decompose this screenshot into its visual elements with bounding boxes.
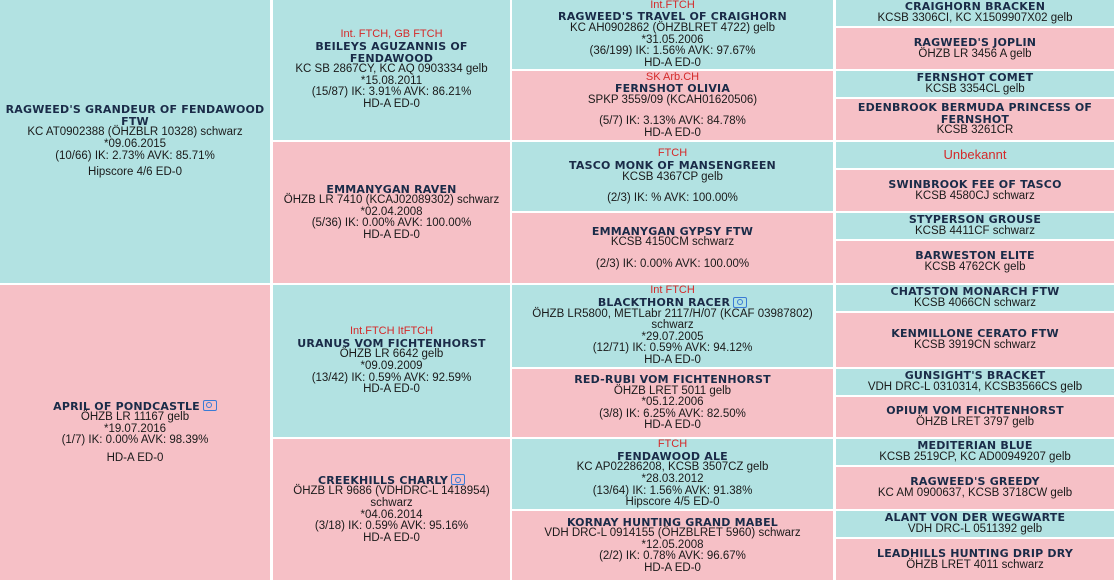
registration: KCSB 3306CI, KC X1509907X02 gelb — [877, 12, 1073, 24]
dog-gen4-10[interactable] — [836, 313, 1114, 367]
registration: KC AM 0900637, KCSB 3718CW gelb — [877, 487, 1073, 499]
health: HD-A ED-0 — [363, 383, 420, 396]
stats: (10/66) IK: 2.73% AVK: 85.71% — [55, 149, 215, 162]
health: HD-A ED-0 — [644, 126, 701, 139]
registration: KCSB 4150CM schwarz — [610, 236, 735, 249]
health: HD-A ED-0 — [644, 419, 701, 432]
dog-gen4-5 — [836, 142, 1114, 168]
stats: (1/7) IK: 0.00% AVK: 98.39% — [61, 434, 209, 447]
registration: KCSB 3261CR — [936, 124, 1014, 137]
stats: (5/7) IK: 3.13% AVK: 84.78% — [599, 115, 746, 128]
birth-date: *15.08.2011 — [360, 74, 423, 87]
dog-sss[interactable] — [512, 0, 833, 69]
stats: (2/3) IK: 0.00% AVK: 100.00% — [595, 257, 750, 270]
registration: KC SB 2867CY, KC AQ 0903334 gelb — [295, 63, 488, 76]
dog-ssd[interactable] — [512, 71, 833, 140]
registration: KC AT0902388 (ÖHZBLR 10328) schwarz — [27, 126, 243, 139]
registration: KCSB 3354CL gelb — [925, 83, 1025, 95]
birth-date: *02.04.2008 — [360, 205, 423, 218]
dog-gen4-12[interactable] — [836, 397, 1114, 437]
dog-title: Int.FTCH — [650, 0, 695, 11]
dog-gen4-16[interactable] — [836, 539, 1114, 580]
dog-sdd[interactable] — [512, 213, 833, 283]
registration: ÖHZB LRET 5011 gelb — [613, 384, 732, 397]
dog-gen4-14[interactable] — [836, 467, 1114, 509]
dog-name[interactable]: EMMANYGAN GYPSY FTW — [591, 224, 754, 238]
dog-name[interactable]: RED-RUBI VOM FICHTENHORST — [574, 373, 771, 387]
stats: (2/2) IK: 0.78% AVK: 96.67% — [599, 550, 746, 563]
dog-name[interactable]: LEADHILLS HUNTING DRIP DRY — [877, 546, 1073, 560]
dog-name[interactable]: BEILEYS AGUZANNIS OF FENDAWOOD — [315, 40, 468, 65]
birth-date: *12.05.2008 — [641, 538, 704, 551]
stats: (13/42) IK: 0.59% AVK: 92.59% — [311, 371, 472, 384]
birth-date: *05.12.2006 — [641, 396, 704, 409]
registration: ÖHZB LR 11167 gelb — [80, 411, 190, 424]
health: HD-A ED-0 — [363, 228, 420, 241]
registration: KCSB 4066CN schwarz — [913, 297, 1037, 309]
dog-name[interactable]: RAGWEED'S JOPLIN — [913, 35, 1037, 49]
stats: (5/36) IK: 0.00% AVK: 100.00% — [311, 217, 472, 230]
dog-dss[interactable] — [512, 285, 833, 367]
registration: VDH DRC-L 0310314, KCSB3566CS gelb — [867, 381, 1083, 393]
dog-dd[interactable] — [273, 439, 510, 580]
registration: ÖHZB LR 6642 gelb — [339, 348, 444, 361]
dog-name[interactable]: RAGWEED'S GREEDY — [910, 475, 1040, 489]
health: HD-A ED-0 — [363, 531, 420, 544]
dog-ds[interactable] — [273, 285, 510, 437]
dog-gen4-4[interactable] — [836, 99, 1114, 140]
registration: KCSB 2519CP, KC AD00949207 gelb — [879, 451, 1071, 463]
dog-gen4-11[interactable] — [836, 369, 1114, 395]
birth-date: *04.06.2014 — [360, 508, 423, 521]
registration: ÖHZB LRET 4011 schwarz — [906, 558, 1044, 571]
dog-name[interactable]: KORNAY HUNTING GRAND MABEL — [566, 515, 779, 529]
dog-name[interactable]: KENMILLONE CERATO FTW — [891, 327, 1059, 341]
stats: (3/18) IK: 0.59% AVK: 95.16% — [314, 520, 469, 533]
camera-icon[interactable] — [451, 474, 465, 485]
birth-date: *29.07.2005 — [641, 330, 704, 343]
dog-gen4-1[interactable] — [836, 0, 1114, 26]
birth-date: *09.09.2009 — [360, 360, 423, 372]
dog-name[interactable]: OPIUM VOM FICHTENHORST — [886, 404, 1064, 418]
camera-icon[interactable] — [733, 297, 747, 308]
registration: VDH DRC-L 0511392 gelb — [907, 523, 1043, 535]
birth-date: *19.07.2016 — [103, 422, 167, 435]
dog-gen4-8[interactable] — [836, 241, 1114, 283]
dog-gen4-9[interactable] — [836, 285, 1114, 311]
stats: (2/3) IK: % AVK: 100.00% — [607, 192, 738, 205]
dog-name[interactable]: TASCO MONK OF MANSENGREEN — [569, 158, 776, 172]
dog-gen4-7[interactable] — [836, 213, 1114, 239]
camera-icon[interactable] — [203, 400, 217, 411]
dog-ddd[interactable] — [512, 511, 833, 580]
registration: KCSB 3919CN schwarz — [913, 339, 1037, 351]
dog-title: Int.FTCH ItFTCH — [349, 325, 434, 338]
dog-gen4-2[interactable] — [836, 28, 1114, 69]
stats: (13/64) IK: 1.56% AVK: 91.38% — [592, 484, 753, 497]
dog-name[interactable]: FERNSHOT COMET — [916, 71, 1034, 85]
dog-sd[interactable] — [273, 142, 510, 283]
dog-name[interactable]: RAGWEED'S TRAVEL OF CRAIGHORN — [558, 10, 787, 24]
registration: KCSB 4580CJ schwarz — [915, 189, 1035, 202]
dog-name[interactable]: APRIL OF PONDCASTLE — [53, 401, 217, 413]
registration: ÖHZB LR 3456 A gelb — [918, 47, 1032, 60]
birth-date: *28.03.2012 — [641, 473, 704, 485]
registration: KC AH0902862 (ÖHZBLRET 4722) gelb — [570, 21, 775, 34]
stats: (12/71) IK: 0.59% AVK: 94.12% — [592, 342, 753, 355]
dog-title: Int FTCH — [650, 285, 695, 297]
registration: KCSB 4411CF schwarz — [915, 225, 1035, 237]
registration: VDH DRC-L 0914155 (ÖHZBLRET 5960) schwarz — [544, 527, 801, 540]
registration: KC AP02286208, KCSB 3507CZ gelb — [576, 461, 769, 474]
health: HD-A ED-0 — [106, 451, 164, 464]
dog-title: FTCH — [657, 439, 688, 451]
registration: KCSB 4762CK gelb — [924, 261, 1026, 273]
dog-sds[interactable] — [512, 142, 833, 211]
dog-title: Int. FTCH, GB FTCH — [340, 28, 443, 41]
dog-name[interactable]: RAGWEED'S GRANDEUR OF FENDAWOOD FTW — [5, 103, 265, 128]
dog-name[interactable]: GUNSIGHT'S BRACKET — [904, 369, 1046, 383]
dog-name[interactable]: SWINBROOK FEE OF TASCO — [888, 177, 1062, 191]
stats: (3/8) IK: 6.25% AVK: 82.50% — [599, 407, 746, 420]
dog-name[interactable]: BLACKTHORN RACER — [598, 297, 747, 309]
dog-name[interactable]: MEDITERIAN BLUE — [917, 439, 1033, 453]
birth-date: *09.06.2015 — [103, 138, 167, 150]
registration: KCSB 4367CP gelb — [622, 170, 723, 183]
dog-name[interactable]: ALANT VON DER WEGWARTE — [884, 511, 1066, 525]
health: HD-A ED-0 — [644, 561, 701, 574]
stats: (15/87) IK: 3.91% AVK: 86.21% — [311, 86, 472, 99]
registration: ÖHZB LR 7410 (KCAJ02089302) schwarz — [283, 194, 500, 207]
dog-title: FTCH — [657, 147, 688, 160]
dog-dsd[interactable] — [512, 369, 833, 437]
dog-name[interactable]: CRAIGHORN BRACKEN — [904, 0, 1046, 14]
dog-name[interactable]: FENDAWOOD ALE — [617, 449, 728, 463]
dog-dam[interactable] — [0, 285, 270, 580]
dog-dds[interactable] — [512, 439, 833, 509]
dog-gen4-3[interactable] — [836, 71, 1114, 97]
dog-name[interactable]: EMMANYGAN RAVEN — [326, 182, 457, 196]
dog-name[interactable]: CREEKHILLS CHARLY — [318, 475, 465, 487]
dog-ss[interactable] — [273, 0, 510, 140]
dog-name[interactable]: URANUS VOM FICHTENHORST — [297, 336, 486, 350]
health: HD-A ED-0 — [644, 56, 701, 69]
unknown-label: Unbekannt — [943, 147, 1007, 163]
registration: SPKP 3559/09 (KCAH01620506) — [587, 93, 758, 106]
dog-name[interactable]: BARWESTON ELITE — [915, 249, 1035, 263]
stats: (36/199) IK: 1.56% AVK: 97.67% — [589, 45, 756, 58]
health: Hipscore 4/5 ED-0 — [625, 496, 720, 509]
dog-name[interactable]: FERNSHOT OLIVIA — [614, 82, 731, 96]
dog-name[interactable]: CHATSTON MONARCH FTW — [890, 285, 1060, 299]
birth-date: *31.05.2006 — [641, 33, 704, 46]
registration: ÖHZB LR 9686 (VDHDRC-L 1418954) schwarz — [293, 485, 490, 509]
registration: ÖHZB LR5800, METLabr 2117/H/07 (KCAF 03987802) schwarz — [532, 307, 813, 332]
dog-sire[interactable] — [0, 0, 270, 283]
health: HD-A ED-0 — [644, 353, 701, 366]
health: Hipscore 4/6 ED-0 — [88, 166, 182, 179]
dog-name[interactable]: EDENBROOK BERMUDA PRINCESS OF FERNSHOT — [857, 101, 1093, 126]
dog-gen4-15[interactable] — [836, 511, 1114, 537]
registration: ÖHZB LRET 3797 gelb — [915, 416, 1035, 428]
dog-name[interactable]: STYPERSON GROUSE — [908, 213, 1042, 227]
dog-gen4-6[interactable] — [836, 170, 1114, 211]
health: HD-A ED-0 — [363, 97, 420, 110]
dog-title: SK Arb.CH — [645, 71, 700, 83]
dog-gen4-13[interactable] — [836, 439, 1114, 465]
